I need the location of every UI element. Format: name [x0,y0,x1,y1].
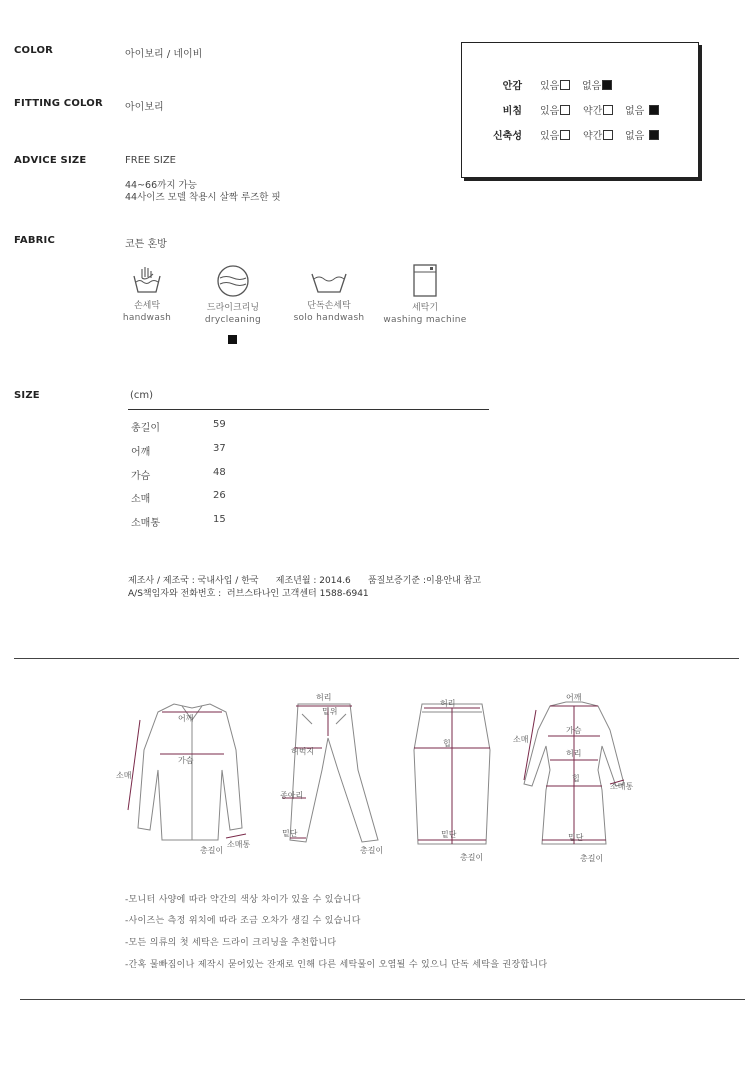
shirt-label-chest: 가슴 [178,756,194,765]
size-label: SIZE [14,390,40,401]
pants-diagram [290,704,378,842]
divider-bottom [20,999,745,1000]
skirt-label-hem: 밑단 [441,830,457,839]
checkbox [560,105,570,115]
drycleaning-icon [216,264,250,298]
care-drycleaning [188,264,278,326]
size-table-divider [128,409,489,410]
checkbox [603,130,613,140]
shirt-label-cuff: 소매통 [227,840,251,849]
property-option: 약간 [583,127,613,142]
care-label-ko: 드라이크리닝 [206,303,260,313]
solo-handwash-icon [310,264,348,296]
shirt-label-length: 총길이 [200,846,224,855]
checkbox-checked [649,130,659,140]
dress-label-chest: 가슴 [566,726,582,735]
color-value: 아이보리 / 네이비 [125,49,203,60]
shirt-label-sleeve: 소매 [116,771,132,780]
skirt-label-waist: 허리 [440,699,456,708]
care-label-en: washing machine [383,315,467,325]
fitting-color-label: FITTING COLOR [14,98,103,109]
fabric-value: 코튼 혼방 [125,239,167,250]
shirt-diagram [138,704,242,840]
color-label: COLOR [14,45,54,56]
advice-size-note-1: 44~66까지 가능 [125,180,197,191]
divider-top [14,658,739,659]
checkbox [560,130,570,140]
shirt-label-shoulder: 어깨 [178,714,194,723]
property-name: 비침 [502,106,522,117]
care-label-en: solo handwash [293,313,365,323]
care-label-ko: 손세탁 [133,301,161,311]
washing-machine-icon [412,264,438,298]
pants-label-knee: 종아리 [280,791,304,800]
checkbox [603,105,613,115]
care-label-en: drycleaning [204,315,262,325]
note-item: -간혹 물빠짐이나 제작시 묻어있는 잔재로 인해 다른 세탁물이 오염될 수 있으니 단독 세탁을 권장합니다 [125,960,548,970]
note-item: -모든 의류의 첫 세탁은 드라이 크리닝을 추천합니다 [125,938,337,948]
checkbox-checked [649,105,659,115]
measurement-diagrams [110,690,650,870]
fabric-label: FABRIC [14,235,56,246]
care-selected-marker [228,335,237,344]
checkbox [560,80,570,90]
property-option: 있음 [540,102,570,117]
care-label-en: handwash [122,313,172,323]
dress-label-hem: 밑단 [568,833,584,842]
property-row-lining [462,77,698,93]
property-option: 약간 [583,102,613,117]
property-option: 없음 [582,77,612,92]
pants-label-waist: 허리 [316,693,332,702]
dress-label-sleeve: 소매 [513,735,529,744]
pants-measure-lines [282,706,352,838]
property-name: 신축성 [493,131,522,142]
care-handwash [102,264,192,324]
advice-size-note-2: 44사이즈 모델 착용시 살짝 루즈한 핏 [125,192,281,203]
dress-label-waist: 허리 [566,749,582,758]
care-washing-machine [380,264,470,326]
pants-label-hem: 밑단 [282,829,298,838]
care-solo-handwash [284,264,374,324]
pants-label-thigh: 허벅지 [291,747,315,756]
dress-label-hip: 힙 [572,774,580,783]
property-name: 안감 [502,81,522,92]
skirt-measure-lines [414,708,490,844]
handwash-icon [132,264,162,296]
manufacturer-info-line2: A/S책임자와 전화번호 : 러브스타나인 고객센터 1588-6941 [128,589,369,599]
pants-label-length: 총길이 [360,846,384,855]
dress-label-shoulder: 어깨 [566,693,582,702]
fitting-color-value: 아이보리 [125,102,164,113]
fabric-properties-box [461,42,699,178]
property-option: 없음 [625,102,659,117]
pants-label-rise: 밑위 [322,707,338,716]
note-item: -사이즈는 측정 위치에 따라 조금 오차가 생길 수 있습니다 [125,916,361,926]
property-row-elasticity [462,127,698,143]
advice-size-value: FREE SIZE [125,155,176,166]
advice-size-label: ADVICE SIZE [14,155,87,166]
size-unit: (cm) [130,390,154,401]
property-option: 있음 [540,127,570,142]
property-row-sheerness [462,102,698,118]
manufacturer-info-line1: 제조사 / 제조국 : 국내사입 / 한국 제조년월 : 2014.6 품질보증기준 :이용안내 참고 [128,576,482,586]
skirt-label-hip: 힙 [443,739,451,748]
property-option: 있음 [540,77,570,92]
checkbox-checked [602,80,612,90]
dress-label-length: 총길이 [580,854,604,863]
property-option: 없음 [625,127,659,142]
note-item: -모니터 사양에 따라 약간의 색상 차이가 있을 수 있습니다 [125,895,361,905]
care-label-ko: 세탁기 [411,303,439,313]
skirt-label-length: 총길이 [460,853,484,862]
dress-label-cuff: 소매통 [610,782,634,791]
care-label-ko: 단독손세탁 [307,301,351,311]
